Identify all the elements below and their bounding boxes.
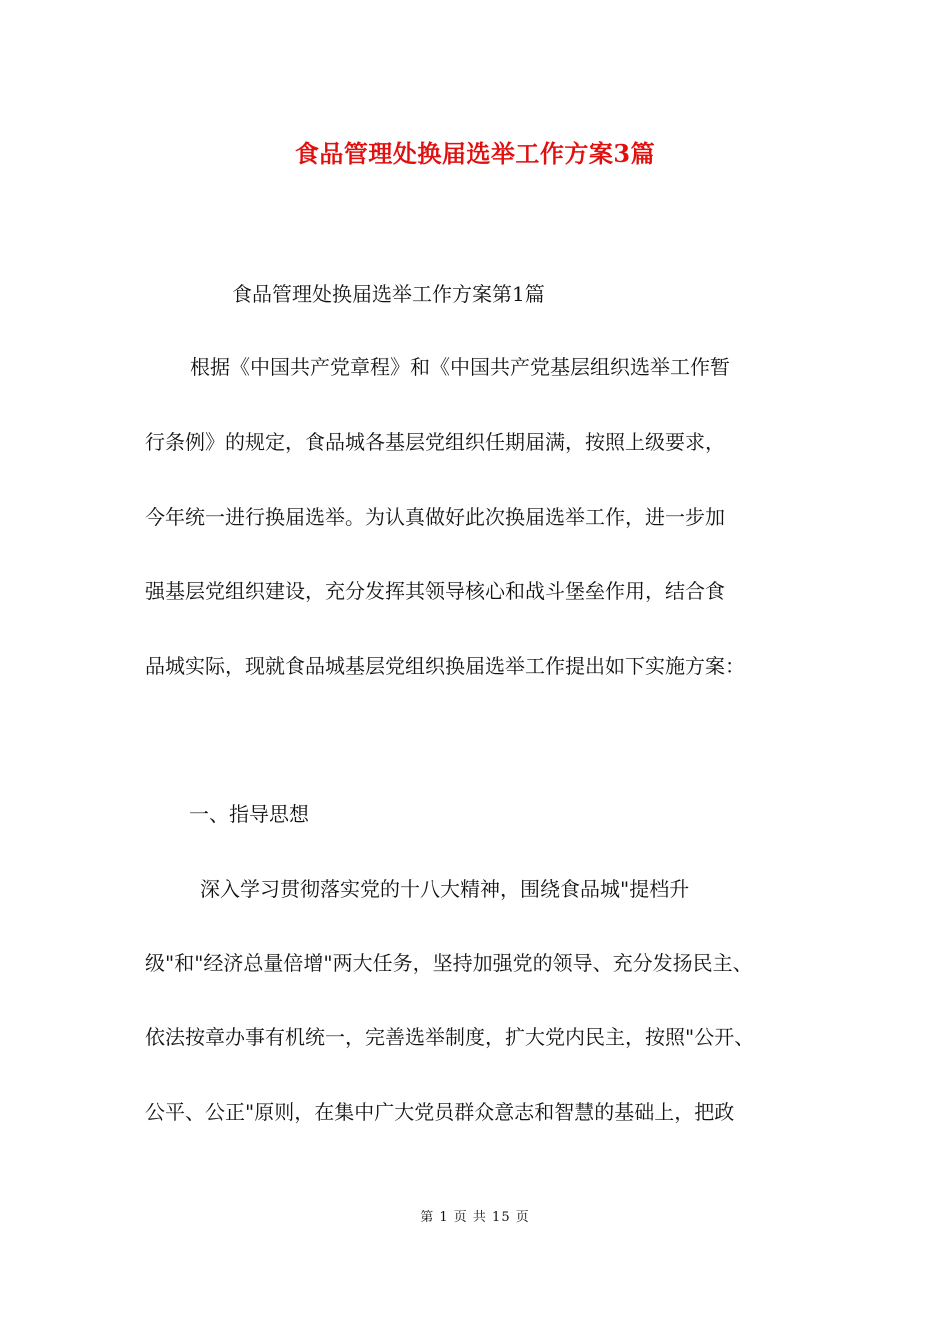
section-line-3: 依法按章办事有机统一，完善选举制度，扩大党内民主，按照"公开、 [145, 1025, 755, 1049]
intro-line-2: 行条例》的规定，食品城各基层党组织任期届满，按照上级要求， [145, 430, 725, 454]
part-subtitle: 食品管理处换届选举工作方案第1篇 [232, 282, 545, 306]
page-number-footer: 第 1 页 共 15 页 [420, 1210, 530, 1225]
section-heading: 一、指导思想 [189, 802, 309, 826]
intro-line-3: 今年统一进行换届选举。为认真做好此次换届选举工作，进一步加 [145, 505, 725, 529]
section-line-1: 深入学习贯彻落实党的十八大精神，围绕食品城"提档升 [200, 877, 690, 901]
intro-line-1: 根据《中国共产党章程》和《中国共产党基层组织选举工作暂 [190, 355, 730, 379]
section-line-4: 公平、公正"原则，在集中广大党员群众意志和智慧的基础上，把政 [145, 1100, 735, 1124]
intro-line-5: 品城实际，现就食品城基层党组织换届选举工作提出如下实施方案： [145, 654, 745, 678]
intro-line-4: 强基层党组织建设，充分发挥其领导核心和战斗堡垒作用，结合食 [145, 579, 725, 603]
section-line-2: 级"和"经济总量倍增"两大任务，坚持加强党的领导、充分发扬民主、 [145, 951, 753, 975]
document-title: 食品管理处换届选举工作方案3篇 [294, 139, 656, 168]
